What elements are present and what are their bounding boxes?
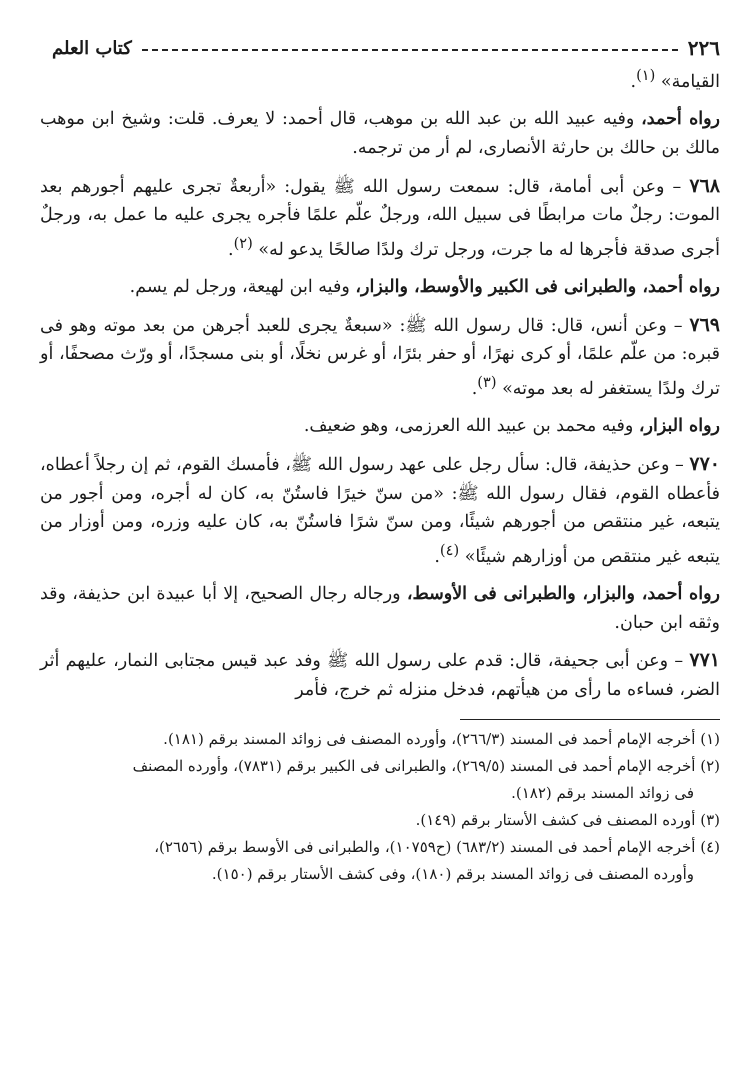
narration-note	[40, 105, 720, 162]
book-title: كتاب العلم	[52, 37, 132, 59]
footnote-2-continued: فى زوائد المسند برقم (١٨٢).	[511, 783, 694, 802]
note-text: وفيه ابن لهيعة، ورجل لم يسم.	[129, 277, 350, 298]
footnote-2: (٢) أخرجه الإمام أحمد فى المسند (٢٦٩/٥)، والطبرانى فى الكبير برقم (٧٨٣١)، وأورده المصنف	[132, 756, 720, 775]
source-label: رواه أحمد، والطبرانى فى الكبير والأوسط، والبزار،	[355, 277, 720, 298]
hadith-number: ٧٦٨	[689, 174, 720, 197]
footnote-ref: (٤)	[439, 541, 460, 559]
hadith-768: ٧٦٨ – وعن أبى أمامة، قال: سمعت رسول الله ﷺ يقول: «أربعةٌ تجرى عليهم أجورهم بعد الموت: رجلٌ مات مرابطًا فى سبيل الله، ورجلٌ علّم علمًا فأجره يجرى عليه ما عمل به، ورجلٌ أجرى صدقة فأجرها له ما جرت، ورجل ترك ولدًا صالحًا يدعو له» $^{(٢)}$.	[40, 174, 720, 260]
header-rule	[142, 49, 678, 51]
source-label: رواه البزار،	[638, 416, 720, 437]
narration-note	[40, 273, 720, 302]
footnote-ref: (٣)	[477, 374, 497, 391]
hadith-769: ٧٦٩ – وعن أنس، قال: قال رسول الله ﷺ: «سبعةٌ يجرى للعبد أجرهن من بعد موته وهو فى قبره: من علّم علمًا، أو كرى نهرًا، أو حفر بئرًا، أو غرس نخلًا، أو بنى مسجدًا، أو ورّث مصحفًا، أو ترك ولدًا يستغفر له بعد موته» $^{(٣)}$.	[40, 313, 720, 399]
hadith-intro: – وعن حذيفة، قال: سأل رجل على عهد رسول الله ﷺ، فأمسك القوم، ثم إن رجلاً أعطاه، فأعطاه القوم، فقال رسول الله ﷺ:	[40, 455, 721, 504]
narration-note	[40, 412, 720, 441]
continued-text: القيامة»	[660, 71, 720, 92]
source-label: رواه أحمد، والبزار، والطبرانى فى الأوسط،	[406, 584, 720, 605]
footnote-4-continued: وأورده المصنف فى زوائد المسند برقم (١٨٠)، وفى كشف الأستار برقم (١٥٠).	[211, 864, 694, 883]
hadith-text: – وعن أبى جحيفة، قال: قدم على رسول الله ﷺ وفد عبد قيس مجتابى النمار، عليهم أثر الضر، فساءه ما رأى من هيأتهم، فدخل منزله ثم خرج، فأمر	[40, 651, 720, 700]
footnote-4: (٤) أخرجه الإمام أحمد فى المسند (٦٨٣/٢) (ح١٠٧٥٩)، والطبرانى فى الأوسط برقم (٢٦٥٦)،	[154, 837, 720, 856]
note-text: ورجاله رجال الصحيح، إلا أبا عبيدة ابن حذيفة، وقد وثقه ابن حبان.	[40, 584, 720, 633]
footnote-separator	[460, 719, 720, 720]
hadith-number: ٧٧١	[689, 649, 720, 672]
hadith-text: «من سنّ خيرًا فاستُنّ به، كان له أجره، ومن أجور من يتبعه، غير منتقص من أجورهم شيئًا، ومن سنّ شرًا فاستُنّ به، كان عليه وزره، ومن أوزار من يتبعه غير منتقص من أوزارهم شيئًا»	[40, 483, 720, 567]
page-body	[40, 62, 720, 888]
paragraph-continuation: القيامة» $^{(١)}$.	[630, 67, 720, 92]
hadith-770: ٧٧٠ – وعن حذيفة، قال: سأل رجل على عهد رسول الله ﷺ، فأمسك القوم، ثم إن رجلاً أعطاه، فأعطاه القوم، فقال رسول الله ﷺ: «من سنّ خيرًا فاستُنّ به، كان له أجره، ومن أجور من يتبعه، غير منتقص من أجورهم شيئًا، ومن سنّ شرًا فاستُنّ به، كان عليه وزره، ومن أوزار من يتبعه غير منتقص من أوزارهم شيئًا» $^{(٤)}$.	[40, 453, 721, 567]
hadith-intro: – وعن أنس، قال: قال رسول الله ﷺ:	[399, 315, 683, 336]
note-text: وفيه عبيد الله بن عبد الله بن موهب، قال أحمد: لا يعرف. قلت: وشيخ ابن موهب مالك بن حالك بن حارثة الأنصارى، لم أر من ترجمه.	[40, 109, 720, 159]
hadith-number: ٧٦٩	[689, 313, 720, 336]
hadith-number: ٧٧٠	[689, 453, 720, 476]
hadith-771	[40, 646, 720, 704]
page-number: ٢٢٦	[687, 36, 720, 60]
footnote-3: (٣) أورده المصنف فى كشف الأستار برقم (١٤٩).	[415, 810, 720, 829]
footnote-ref: (٢)	[233, 234, 253, 252]
page-header	[52, 34, 720, 62]
footnote-ref: (١)	[636, 67, 656, 84]
footnote-1: (١) أخرجه الإمام أحمد فى المسند (٢٦٦/٣)، وأورده المصنف فى زوائد المسند برقم (١٨١).	[163, 729, 720, 748]
note-text: وفيه محمد بن عبيد الله العرزمى، وهو ضعيف.	[303, 416, 634, 437]
source-label: رواه أحمد،	[641, 109, 720, 130]
hadith-text: «أربعةٌ تجرى عليهم أجورهم بعد الموت: رجلٌ مات مرابطًا فى سبيل الله، ورجلٌ علّم علمًا فأجره يجرى عليه ما عمل به، ورجلٌ أجرى صدقة فأجرها له ما جرت، ورجل ترك ولدًا صالحًا يدعو له»	[40, 176, 720, 260]
narration-note	[40, 580, 720, 637]
hadith-text: «سبعةٌ يجرى للعبد أجرهن من بعد موته وهو فى قبره: من علّم علمًا، أو كرى نهرًا، أو حفر بئرًا، أو غرس نخلًا، أو بنى مسجدًا، أو ورّث مصحفًا، أو ترك ولدًا يستغفر له بعد موته»	[40, 315, 720, 399]
hadith-intro: – وعن أبى أمامة، قال: سمعت رسول الله ﷺ يقول:	[284, 176, 682, 197]
